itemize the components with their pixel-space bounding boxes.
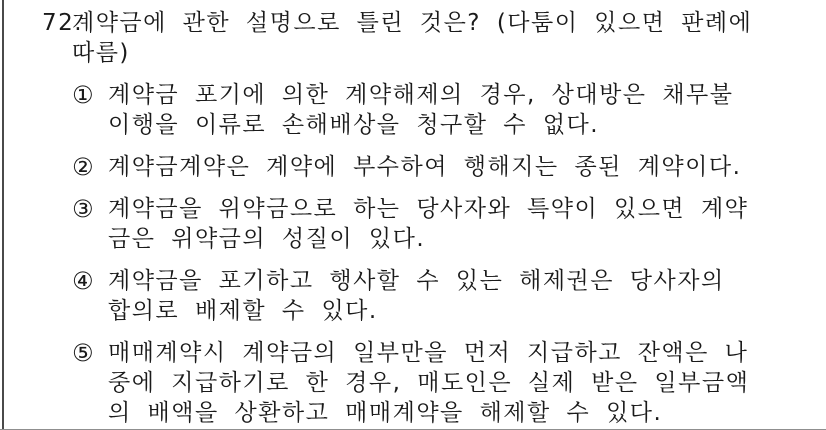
option-text-line: 계약금을 포기하고 행사할 수 있는 해제권은 당사자의 bbox=[108, 268, 725, 294]
option-2-text bbox=[108, 152, 818, 182]
option-text-line: 합의로 배제할 수 있다. bbox=[108, 298, 378, 324]
option-5-text bbox=[108, 338, 818, 428]
option-text-line: 계약금을 위약금으로 하는 당사자와 특약이 있으면 계약 bbox=[108, 196, 749, 222]
question-number: 72. bbox=[42, 10, 84, 36]
question-text-line: 계약금에 관한 설명으로 틀린 것은? (다툼이 있으면 판례에 bbox=[72, 10, 753, 36]
option-1-text bbox=[108, 80, 818, 140]
question-block bbox=[42, 8, 818, 68]
option-5-marker: ⑤ bbox=[72, 339, 94, 367]
option-5 bbox=[72, 338, 818, 428]
question-text bbox=[72, 8, 818, 68]
option-3-text bbox=[108, 194, 818, 254]
question-text-line: 따름) bbox=[72, 40, 130, 66]
option-3-marker: ③ bbox=[72, 195, 94, 223]
option-4 bbox=[72, 266, 818, 326]
left-border-line bbox=[2, 0, 4, 430]
option-text-line: 금은 위약금의 성질이 있다. bbox=[108, 226, 426, 252]
option-1 bbox=[72, 80, 818, 140]
option-text-line: 계약금 포기에 의한 계약해제의 경우, 상대방은 채무불 bbox=[108, 82, 734, 108]
option-2-marker: ② bbox=[72, 153, 94, 181]
option-4-text bbox=[108, 266, 818, 326]
option-text-line: 의 배액을 상환하고 매매계약을 해제할 수 있다. bbox=[108, 400, 663, 426]
option-1-marker: ① bbox=[72, 81, 94, 109]
option-4-marker: ④ bbox=[72, 267, 94, 295]
option-2 bbox=[72, 152, 818, 182]
option-text-line: 중에 지급하기로 한 경우, 매도인은 실제 받은 일부금액 bbox=[108, 370, 750, 396]
option-text-line: 이행을 이류로 손해배상을 청구할 수 없다. bbox=[108, 112, 600, 138]
options-list bbox=[72, 80, 818, 428]
option-3 bbox=[72, 194, 818, 254]
option-text-line: 매매계약시 계약금의 일부만을 먼저 지급하고 잔액은 나 bbox=[108, 340, 749, 366]
option-text-line: 계약금계약은 계약에 부수하여 행해지는 종된 계약이다. bbox=[108, 154, 742, 180]
